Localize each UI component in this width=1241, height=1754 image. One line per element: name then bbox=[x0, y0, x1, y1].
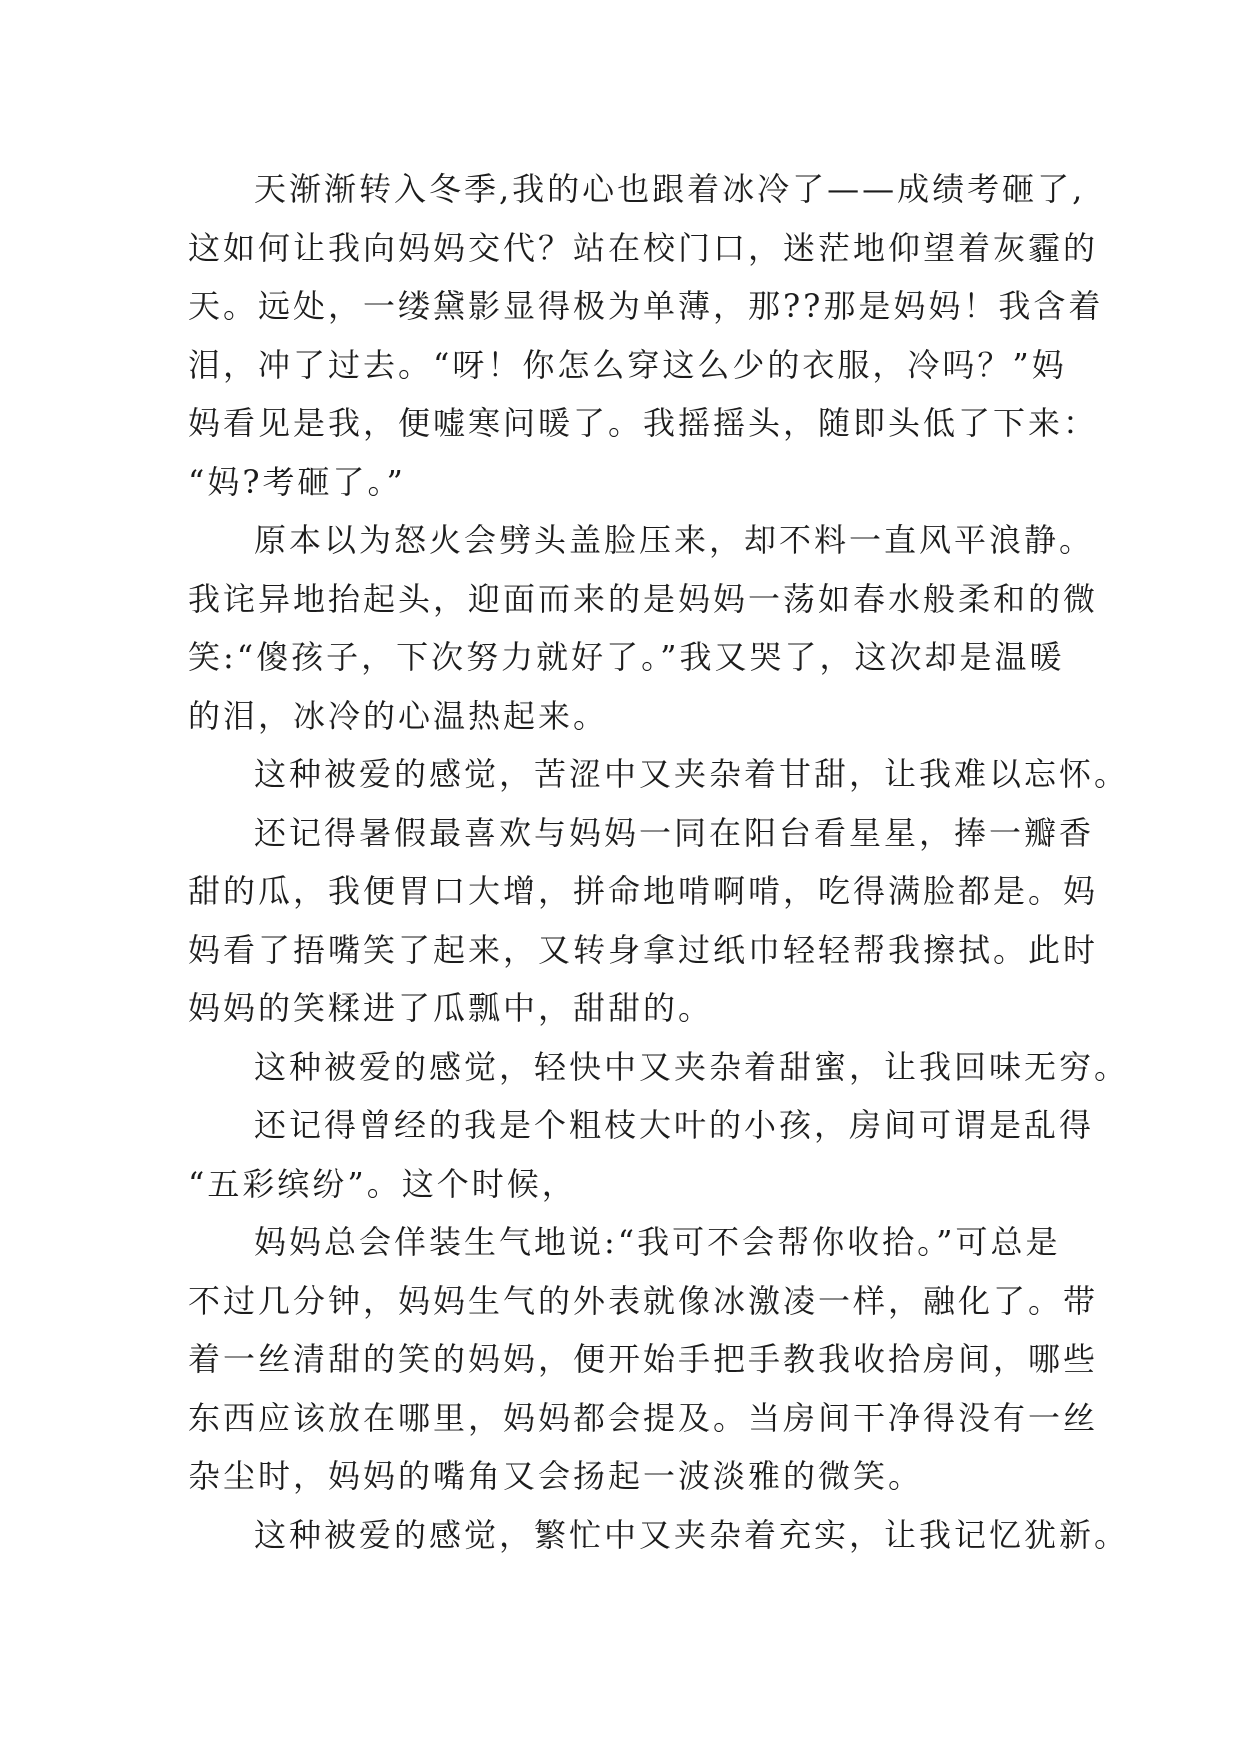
text-line: “妈?考砸了。” bbox=[188, 462, 406, 501]
text-line: 泪，冲了过去。“呀！你怎么穿这么少的衣服，冷吗？”妈 bbox=[188, 345, 1067, 384]
text-line: 杂尘时，妈妈的嘴角又会扬起一波淡雅的微笑。 bbox=[188, 1457, 924, 1495]
text-line: 天。远处，一缕黛影显得极为单薄，那??那是妈妈！我含着 bbox=[188, 287, 1104, 325]
text-line: 还记得暑假最喜欢与妈妈一同在阳台看星星，捧一瓣香 bbox=[254, 813, 1095, 852]
text-line: 妈妈的笑糅进了瓜瓢中，甜甜的。 bbox=[188, 989, 714, 1027]
text-line: 笑:“傻孩子，下次努力就好了。”我又哭了，这次却是温暖 bbox=[188, 638, 1065, 676]
text-line: 东西应该放在哪里，妈妈都会提及。当房间干净得没有一丝 bbox=[188, 1398, 1099, 1437]
text-line: 不过几分钟，妈妈生气的外表就像冰激凌一样，融化了。带 bbox=[188, 1281, 1099, 1320]
text-line: 的泪，冰冷的心温热起来。 bbox=[188, 696, 609, 735]
text-line: 还记得曾经的我是个粗枝大叶的小孩，房间可谓是乱得 bbox=[254, 1106, 1095, 1144]
text-line: 这种被爱的感觉，苦涩中又夹杂着甘甜，让我难以忘怀。 bbox=[254, 755, 1130, 793]
text-line: 甜的瓜，我便胃口大增，拼命地啃啊啃，吃得满脸都是。妈 bbox=[188, 872, 1099, 910]
text-line: 我诧异地抬起头，迎面而来的是妈妈一荡如春水般柔和的微 bbox=[188, 579, 1099, 618]
text-line: 妈看了捂嘴笑了起来，又转身拿过纸巾轻轻帮我擦拭。此时 bbox=[188, 930, 1099, 969]
text-line: 原本以为怒火会劈头盖脸压来，却不料一直风平浪静。 bbox=[254, 521, 1095, 559]
text-line: 这如何让我向妈妈交代？站在校门口，迷茫地仰望着灰霾的 bbox=[188, 228, 1099, 267]
text-line: 妈妈总会佯装生气地说:“我可不会帮你收拾。”可总是 bbox=[254, 1223, 1061, 1261]
essay-body bbox=[188, 160, 1130, 1564]
text-line: 着一丝清甜的笑的妈妈，便开始手把手教我收拾房间，哪些 bbox=[188, 1340, 1099, 1378]
text-line: 这种被爱的感觉，繁忙中又夹杂着充实，让我记忆犹新。 bbox=[254, 1515, 1130, 1554]
text-line: 天渐渐转入冬季,我的心也跟着冰冷了——成绩考砸了, bbox=[254, 170, 1086, 208]
text-line: 妈看见是我，便嘘寒问暖了。我摇摇头，随即头低了下来： bbox=[188, 404, 1099, 442]
text-line: “五彩缤纷”。这个时候， bbox=[188, 1164, 577, 1203]
text-line: 这种被爱的感觉，轻快中又夹杂着甜蜜，让我回味无穷。 bbox=[254, 1047, 1130, 1086]
